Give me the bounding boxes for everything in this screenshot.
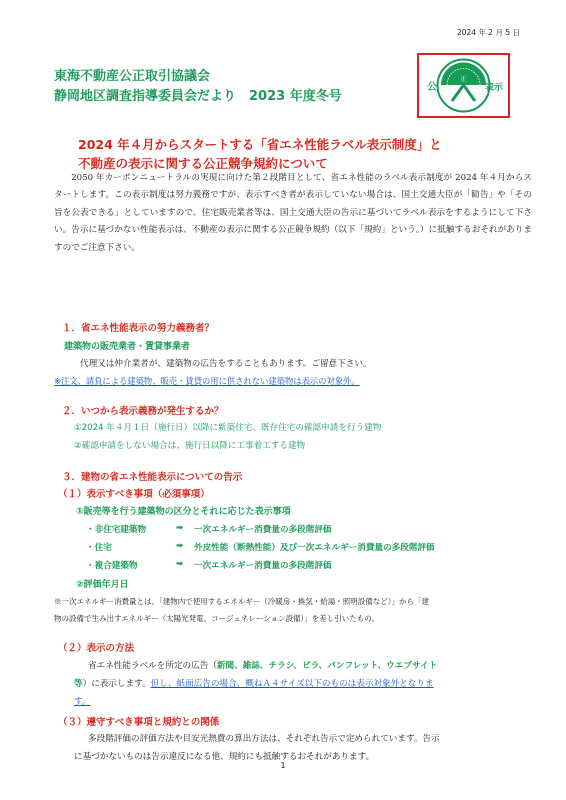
article-title-line1: 2024 年４月からスタートする「省エネ性能ラベル表示制度」と (78, 137, 442, 152)
compliance-line1: 多段階評価の評価方法や目安光熱費の算出方法は、それぞれ告示で定められています。告示 (88, 734, 440, 744)
article-title-line2: 不動産の表示に関する公正競争規約について (78, 156, 328, 171)
section1-text: 代理又は仲介業者が、建築物の広告をすることもあります。ご留意下さい。 (80, 359, 372, 369)
arrow-right-icon: ➡ (176, 559, 184, 569)
energy-definition-note-line2: 物の設備で生み出すエネルギー（太陽光発電、コージェネレーション設備）」を差し引いたもの。 (54, 614, 379, 623)
arrow-right-icon: ➡ (176, 523, 184, 533)
section1-subheading: 建築物の販売業者・賃貸事業者 (64, 342, 191, 352)
section1-note: ※注文、請負による建築物、販売・賃貸の用に供されない建築物は表示の対象外。 (54, 376, 360, 386)
section3-sub1-heading: （１）表示すべき事項（必須事項） (58, 489, 210, 500)
section3-sub2-heading: （２）表示の方法 (58, 643, 135, 654)
display-method-line3: す。 (74, 697, 91, 707)
section2-item2: ②確認申請をしない場合は、施行日以降に工事着工する建物 (74, 441, 306, 451)
fair-labeling-seal-icon (419, 55, 508, 116)
section3-sub3-heading: （３）遵守すべき事項と規約との関係 (58, 717, 220, 728)
logo-left-glyph: 公 (427, 82, 437, 93)
arrow-right-icon: ➡ (176, 541, 184, 551)
organization-name: 東海不動産公正取引協議会 (54, 69, 211, 84)
energy-definition-note-line1: ※一次エネルギー消費量とは、「建物内で使用するエネルギー（冷暖房・換気・給湯・照明設備など）」から「建 (54, 597, 429, 606)
display-method-line2: 等）に表示します。但し、紙面広告の場合、概ねＡ４サイズ以下のものは表示対象外となりま (74, 679, 434, 689)
intro-paragraph: 2050 年カーボンニュートラルの実現に向けた第２段階目として、省エネ性能のラベル表示制度が 2024 年４月からスタートします。この表示制度は努力義務ですが、表示すべき者が表示していない場合は、国土交通大臣が「勧告」や「その旨を公表できる」としていますので、住宅販売業者等は、国土交通大臣の告示に基づいてラベル表示をするようにして下さい。告示に基づかない性能表示は、不動産の表示に関する公正競争規約（以下「規約」という。）に抵触するおそれがありますのでご注意下さい。 (54, 173, 532, 253)
logo-right-glyph: 表示 (484, 83, 504, 93)
section3-sub1-item1: ①販売等を行う建築物の区分とそれに応じた表示事項 (76, 507, 291, 517)
compliance-line2: に基づかないものは告示違反になる他、規約にも抵触するおそれがあります。 (74, 752, 375, 762)
issue-date: 2024 年 2 月 5 日 (456, 28, 520, 37)
section2-item1: ①2024 年４月１日（施行日）以降に新築住宅、既存住宅の確認申請を行う建物 (74, 423, 382, 433)
fair-labeling-logo (417, 53, 510, 118)
section3-heading: ３．建物の省エネ性能表示についての告示 (62, 472, 243, 483)
logo-center-glyph: 正 (460, 76, 467, 83)
section2-heading: ２．いつから表示義務が発生するか？ (62, 406, 224, 417)
display-method-line1: 省エネ性能ラベルを所定の広告（新聞、雑誌、チラシ、ビラ、パンフレット、ウエブサイト (88, 661, 438, 671)
page-number: 1 (280, 761, 286, 770)
section3-sub1-item2: ②評価年月日 (76, 580, 129, 590)
newsletter-title: 静岡地区調査指導委員会だより 2023 年度冬号 (54, 89, 342, 104)
section1-heading: １．省エネ性能表示の努力義務者？ (62, 323, 215, 334)
